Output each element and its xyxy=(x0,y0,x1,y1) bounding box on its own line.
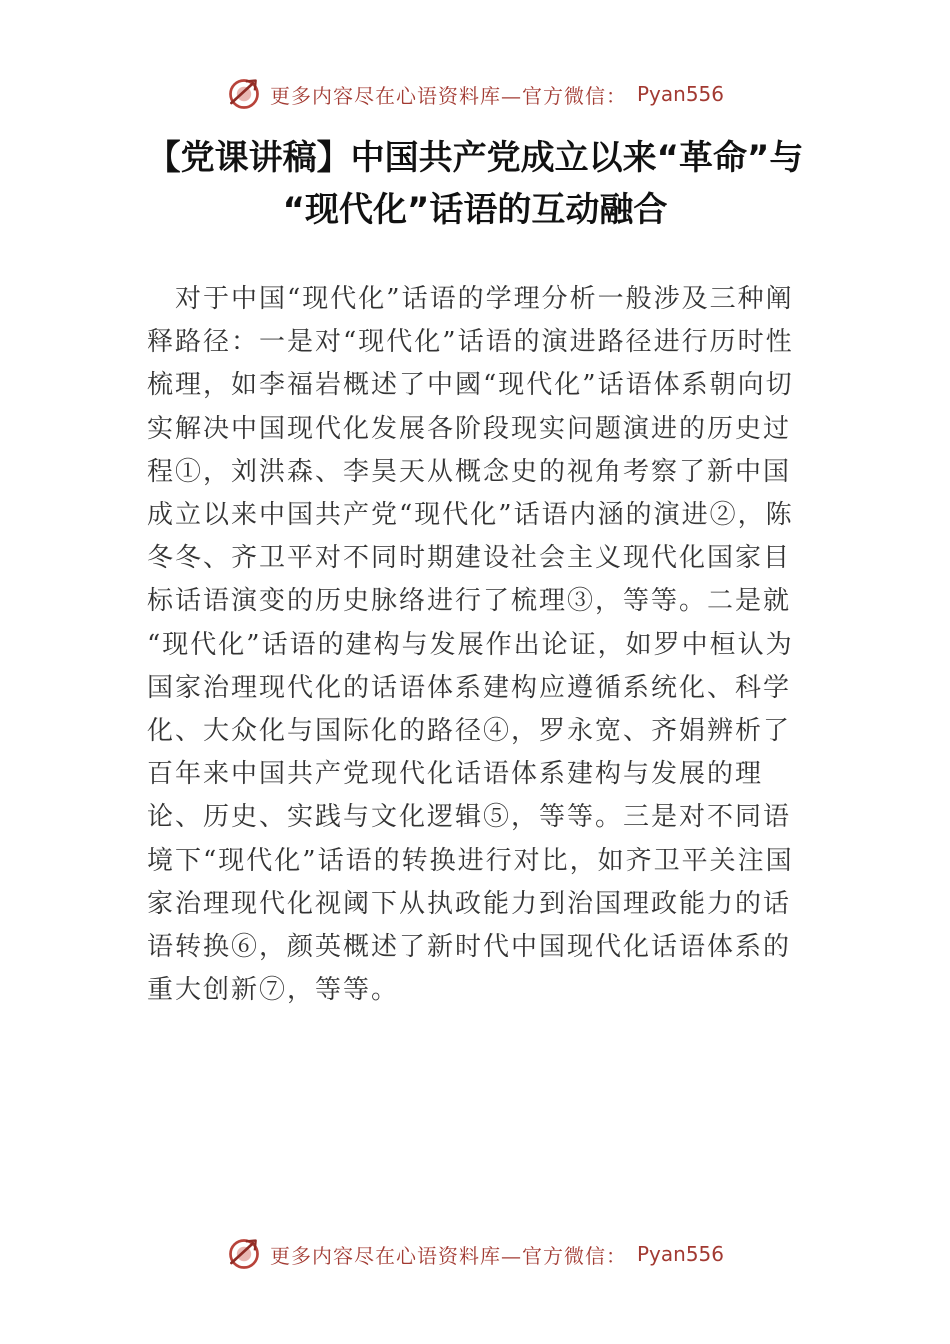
banner-wechat-id: Pyan556 xyxy=(636,82,724,106)
body-line: 冬冬、齐卫平对不同时期建设社会主义现代化国家目 xyxy=(147,543,792,574)
body-line: 重大创新⑦，等等。 xyxy=(147,975,400,1006)
body-line: 化、大众化与国际化的路径④，罗永宽、齐娟辨析了 xyxy=(147,716,792,747)
body-line: 程①，刘洪森、李昊天从概念史的视角考察了新中国 xyxy=(147,456,792,487)
body-line: 梳理，如李福岩概述了中國“现代化”话语体系朝向切 xyxy=(147,370,794,401)
title-line-2: “现代化”话语的互动融合 xyxy=(282,190,668,230)
body-line: 家治理现代化视阈下从执政能力到治国理政能力的话 xyxy=(147,888,792,919)
footer-banner-text: 更多内容尽在心语资料库—官方微信： xyxy=(269,1243,627,1268)
body-line: 论、历史、实践与文化逻辑⑤，等等。三是对不同语 xyxy=(147,802,792,833)
body-line: 境下“现代化”话语的转换进行对比，如齐卫平关注国 xyxy=(147,845,794,876)
page-title xyxy=(100,132,850,236)
body-line: 成立以来中国共产党“现代化”话语内涵的演进②，陈 xyxy=(147,500,794,531)
body-line: 国家治理现代化的话语体系建构应遵循系统化、科学 xyxy=(147,672,792,703)
footer-banner xyxy=(0,1232,950,1276)
banner-text: 更多内容尽在心语资料库—官方微信： xyxy=(269,83,627,108)
header-banner xyxy=(0,72,950,116)
logo-icon xyxy=(226,76,262,112)
logo-icon xyxy=(226,1236,262,1272)
body-line: “现代化”话语的建构与发展作出论证，如罗中桓认为 xyxy=(147,629,794,660)
body-line: 对于中国“现代化”话语的学理分析一般涉及三种阐 xyxy=(147,284,794,314)
footer-wechat-id: Pyan556 xyxy=(636,1242,724,1266)
body-line: 释路径：一是对“现代化”话语的演进路径进行历时性 xyxy=(147,327,794,358)
body-line: 语转换⑥，颜英概述了新时代中国现代化话语体系的 xyxy=(147,932,792,963)
body-paragraph xyxy=(147,278,807,1012)
body-line: 标话语演变的历史脉络进行了梳理③，等等。二是就 xyxy=(147,586,792,617)
body-line: 百年来中国共产党现代化话语体系建构与发展的理 xyxy=(147,759,764,790)
body-line: 实解决中国现代化发展各阶段现实问题演进的历史过 xyxy=(147,413,792,444)
title-line-1: 【党课讲稿】中国共产党成立以来“革命”与 xyxy=(146,138,804,178)
